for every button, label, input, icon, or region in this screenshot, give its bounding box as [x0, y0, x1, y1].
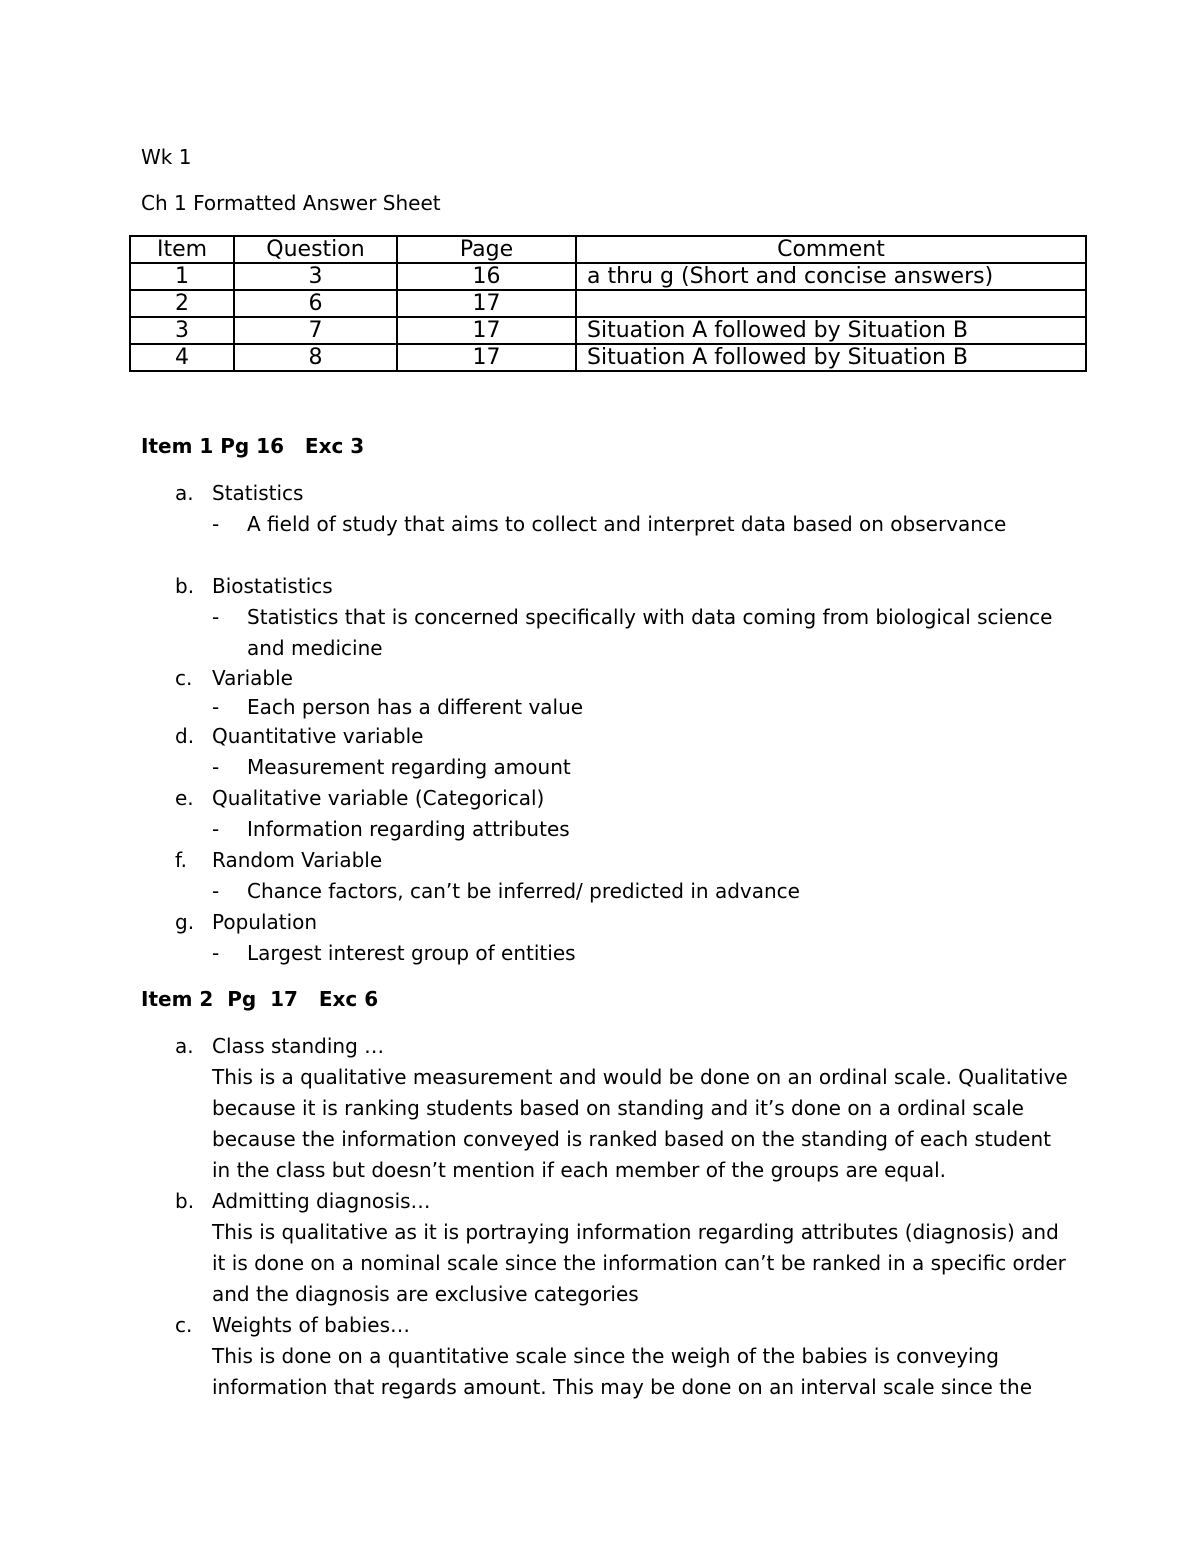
table-row: [130, 344, 1086, 371]
term: Admitting diagnosis…: [212, 1189, 431, 1213]
dash-bullet: -: [212, 755, 220, 779]
item-1-entry-a: [141, 478, 1071, 540]
cell-item: 1: [130, 263, 234, 290]
cell-page: 17: [397, 290, 576, 317]
term: Statistics: [212, 481, 304, 505]
cell-comment: Situation A followed by Situation B: [576, 317, 1086, 344]
cell-item: 4: [130, 344, 234, 371]
cell-comment: a thru g (Short and concise answers): [576, 263, 1086, 290]
column-header-question: Question: [234, 236, 397, 263]
answer-paragraph: This is a qualitative measurement and would be done on an ordinal scale. Qualitative because it is ranking students based on standing and it’s done on a ordinal scale because the information conveyed is ranked based on the standing of each student in the class but doesn’t mention if each member of the groups are equal.: [212, 1065, 1068, 1182]
sheet-title: Ch 1 Formatted Answer Sheet: [141, 191, 441, 215]
table-header-row: [130, 236, 1086, 263]
item-1-entry-c: [141, 663, 1071, 723]
cell-question: 3: [234, 263, 397, 290]
item-1-entry-d: [141, 721, 1071, 783]
list-letter: d.: [175, 724, 195, 748]
list-letter: e.: [175, 786, 194, 810]
dash-bullet: -: [212, 512, 220, 536]
cell-question: 7: [234, 317, 397, 344]
cell-page: 17: [397, 344, 576, 371]
definition: Each person has a different value: [247, 695, 584, 719]
answer-paragraph: This is done on a quantitative scale since the weigh of the babies is conveying information that regards amount. This may be done on an interval scale since the: [212, 1344, 1032, 1399]
term: Population: [212, 910, 318, 934]
definition: Statistics that is concerned specifically with data coming from biological science and medicine: [247, 605, 1053, 660]
term: Biostatistics: [212, 574, 333, 598]
column-header-item: Item: [130, 236, 234, 263]
list-letter: a.: [175, 1034, 194, 1058]
term: Class standing …: [212, 1034, 385, 1058]
cell-comment: Situation A followed by Situation B: [576, 344, 1086, 371]
cell-item: 2: [130, 290, 234, 317]
cell-question: 8: [234, 344, 397, 371]
column-header-comment: Comment: [576, 236, 1086, 263]
term: Quantitative variable: [212, 724, 424, 748]
cell-comment: [576, 290, 1086, 317]
definition: Largest interest group of entities: [247, 941, 576, 965]
definition: Chance factors, can’t be inferred/ predicted in advance: [247, 879, 800, 903]
definition: Measurement regarding amount: [247, 755, 571, 779]
answer-paragraph: This is qualitative as it is portraying information regarding attributes (diagnosis) and it is done on a nominal scale since the information can’t be ranked in a specific order and the diagnosis are exclusive categories: [212, 1220, 1066, 1306]
list-letter: c.: [175, 666, 193, 690]
item-2-heading: Item 2 Pg 17 Exc 6: [141, 987, 379, 1011]
list-letter: b.: [175, 1189, 195, 1213]
item-1-entry-g: [141, 907, 1071, 969]
item-2-entry-b: [141, 1186, 1071, 1310]
dash-bullet: -: [212, 879, 220, 903]
item-1-entry-b: [141, 571, 1071, 664]
cell-page: 17: [397, 317, 576, 344]
dash-bullet: -: [212, 605, 220, 629]
table-row: [130, 290, 1086, 317]
item-1-entry-e: [141, 783, 1071, 845]
dash-bullet: -: [212, 817, 220, 841]
cell-item: 3: [130, 317, 234, 344]
list-letter: b.: [175, 574, 195, 598]
item-2-entry-c: [141, 1310, 1071, 1403]
dash-bullet: -: [212, 695, 220, 719]
list-letter: f.: [175, 848, 187, 872]
item-2-entry-a: [141, 1031, 1071, 1186]
list-letter: a.: [175, 481, 194, 505]
item-1-entry-f: [141, 845, 1071, 907]
term: Variable: [212, 666, 293, 690]
cell-question: 6: [234, 290, 397, 317]
cell-page: 16: [397, 263, 576, 290]
term: Random Variable: [212, 848, 383, 872]
week-label: Wk 1: [141, 145, 192, 169]
item-1-heading: Item 1 Pg 16 Exc 3: [141, 434, 365, 458]
definition: Information regarding attributes: [247, 817, 570, 841]
answer-table: [129, 235, 1087, 372]
dash-bullet: -: [212, 941, 220, 965]
column-header-page: Page: [397, 236, 576, 263]
list-letter: c.: [175, 1313, 193, 1337]
term: Qualitative variable (Categorical): [212, 786, 545, 810]
list-letter: g.: [175, 910, 195, 934]
table-row: [130, 317, 1086, 344]
definition: A field of study that aims to collect and interpret data based on observance: [247, 512, 1007, 536]
table-row: [130, 263, 1086, 290]
term: Weights of babies…: [212, 1313, 411, 1337]
